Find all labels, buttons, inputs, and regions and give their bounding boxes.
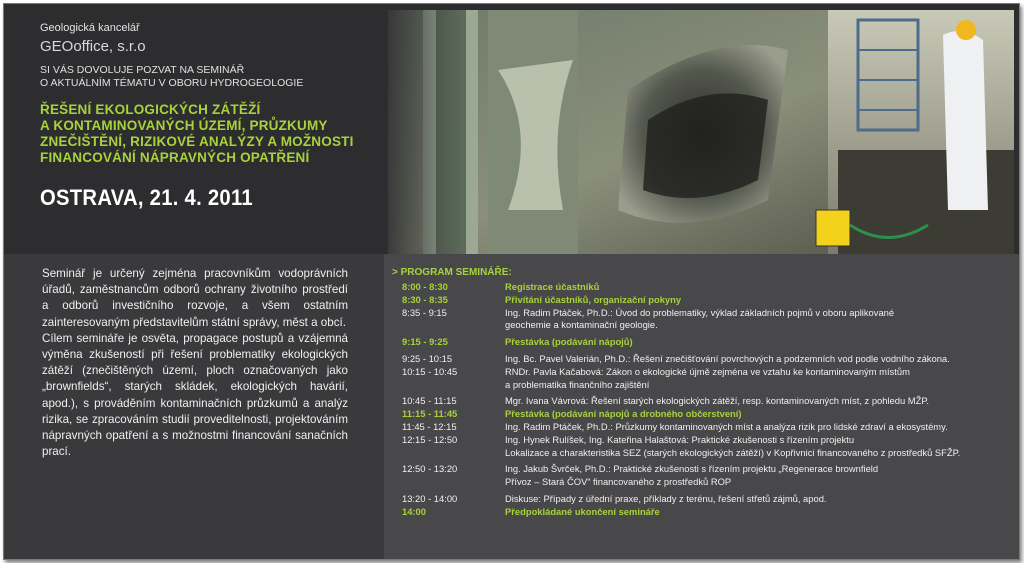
schedule-time <box>402 476 505 489</box>
title-line: FINANCOVÁNÍ NÁPRAVNÝCH OPATŘENÍ <box>40 150 310 165</box>
schedule-item: Registrace účastníků <box>505 281 600 292</box>
schedule-row <box>402 408 1002 421</box>
schedule-time: 13:20 - 14:00 <box>402 492 458 504</box>
schedule-time: 11:45 - 12:15 <box>402 420 457 432</box>
intro-paragraph: Seminář je určený zejména pracovníkům vodoprávních úřadů, zaměstnancům odborů ochrany životního prostředí a odborů investičního rozvoje, a všem ostatním zainteresovaným představitelům státní správy, měst a obcí. <box>42 267 348 329</box>
schedule-row <box>402 281 1002 294</box>
organization-name: GEOoffice, s.r.o <box>40 38 146 55</box>
schedule-time: 9:15 - 9:25 <box>402 336 448 348</box>
schedule-item: RNDr. Pavla Kačabová: Zákon o ekologické újmě zejména ve vztahu ke kontaminovaným místům <box>505 365 910 377</box>
schedule-row <box>402 307 1002 320</box>
invitation-line: O AKTUÁLNÍM TÉMATU V OBORU HYDROGEOLOGIE <box>40 77 304 89</box>
schedule-row <box>402 336 1002 349</box>
schedule-item: Předpokládané ukončení semináře <box>505 505 660 517</box>
schedule-time: 8:35 - 9:15 <box>402 306 447 318</box>
schedule-item: Lokalizace a charakteristika SEZ (starých ekologických zátěží) v Kopřivnici financovaného z prostředků SFŽP. <box>505 446 961 458</box>
schedule-item: Ing. Bc. Pavel Valerián, Ph.D.: Řešení znečišťování povrchových a podzemních vod podle vodního zákona. <box>505 352 950 364</box>
schedule-row <box>402 379 1002 392</box>
place-and-date: OSTRAVA, 21. 4. 2011 <box>40 185 253 210</box>
program-schedule <box>402 281 1002 519</box>
title-line: A KONTAMINOVANÝCH ÚZEMÍ, PRŮZKUMY <box>40 118 328 133</box>
schedule-row <box>402 493 1002 506</box>
header-photo-collage <box>388 10 1014 254</box>
schedule-item: Ing. Radim Ptáček, Ph.D.: Úvod do problematiky, výklad základních pojmů v oboru aplikované <box>505 306 895 318</box>
schedule-item: Mgr. Ivana Vávrová: Řešení starých ekologických zátěží, resp. kontaminovaných míst, z pohledu MŽP. <box>505 395 929 407</box>
schedule-row <box>402 353 1002 366</box>
schedule-row <box>402 447 1002 460</box>
schedule-row <box>402 476 1002 489</box>
schedule-item: Přestávka (podávání nápojů a drobného občerstvení) <box>505 408 742 420</box>
schedule-row <box>402 294 1002 307</box>
intro-text <box>42 266 348 460</box>
schedule-row <box>402 395 1002 408</box>
schedule-item: Ing. Jakub Švrček, Ph.D.: Praktické zkušenosti s řízením projektu „Regenerace brownfield <box>505 463 879 475</box>
program-heading: > PROGRAM SEMINÁŘE: <box>392 267 512 278</box>
schedule-time <box>402 447 505 460</box>
title-line: ŘEŠENÍ EKOLOGICKÝCH ZÁTĚŽÍ <box>40 102 261 117</box>
schedule-row <box>402 434 1002 447</box>
schedule-time: 14:00 <box>402 505 426 517</box>
invitation-text <box>40 64 400 90</box>
schedule-item: Přestávka (podávání nápojů) <box>505 336 633 348</box>
schedule-item: a problematika finančního zajištění <box>505 378 650 390</box>
schedule-item: Ing. Hynek Rulíšek, Ing. Kateřina Halaštová: Praktické zkušenosti s řízením projektu <box>505 433 855 445</box>
organization-label: Geologická kancelář <box>40 22 140 34</box>
schedule-time <box>402 379 505 392</box>
schedule-row <box>402 506 1002 519</box>
schedule-row <box>402 463 1002 476</box>
schedule-time: 9:25 - 10:15 <box>402 352 453 364</box>
schedule-time: 12:50 - 13:20 <box>402 463 458 475</box>
schedule-item: Ing. Radim Ptáček, Ph.D.: Průzkumy kontaminovaných míst a analýza rizik pro lidské zdraví a ekosystémy. <box>505 420 948 432</box>
schedule-time: 8:00 - 8:30 <box>402 281 448 292</box>
seminar-title <box>40 102 400 166</box>
schedule-time: 10:15 - 10:45 <box>402 365 458 377</box>
schedule-time: 10:45 - 11:15 <box>402 395 457 407</box>
invitation-card <box>3 3 1020 560</box>
schedule-time <box>402 319 505 332</box>
schedule-item: Diskuse: Případy z úřední praxe, příklady z terénu, řešení střetů zájmů, apod. <box>505 492 827 504</box>
invitation-line: SI VÁS DOVOLUJE POZVAT NA SEMINÁŘ <box>40 64 245 76</box>
schedule-time: 12:15 - 12:50 <box>402 433 458 445</box>
schedule-time: 8:30 - 8:35 <box>402 293 448 305</box>
photo-illustration <box>388 10 1014 254</box>
header <box>40 22 400 211</box>
schedule-row <box>402 366 1002 379</box>
schedule-item: Přivítání účastníků, organizační pokyny <box>505 293 682 305</box>
intro-paragraph: Cílem semináře je osvěta, propagace postupů a vzájemná výměna zkušeností při řešení problematiky ekologických zátěží (znečištěných území, ploch označovaných jako „brownfields“, starých skládek, ekologických havárií, apod.), s prováděním kontaminačních průzkumů a analýz rizika, se zpracováním studií proveditelnosti, projektováním nápravných opatření a s možnostmi financování sanačních prací. <box>42 331 348 459</box>
schedule-item: geochemie a kontaminační geologie. <box>505 319 658 331</box>
schedule-time: 11:15 - 11:45 <box>402 408 458 420</box>
title-line: ZNEČIŠTĚNÍ, RIZIKOVÉ ANALÝZY A MOŽNOSTI <box>40 134 354 149</box>
schedule-row <box>402 319 1002 332</box>
schedule-item: Přívoz – Stará ČOV“ financovaného z prostředků ROP <box>505 476 732 488</box>
schedule-row <box>402 421 1002 434</box>
